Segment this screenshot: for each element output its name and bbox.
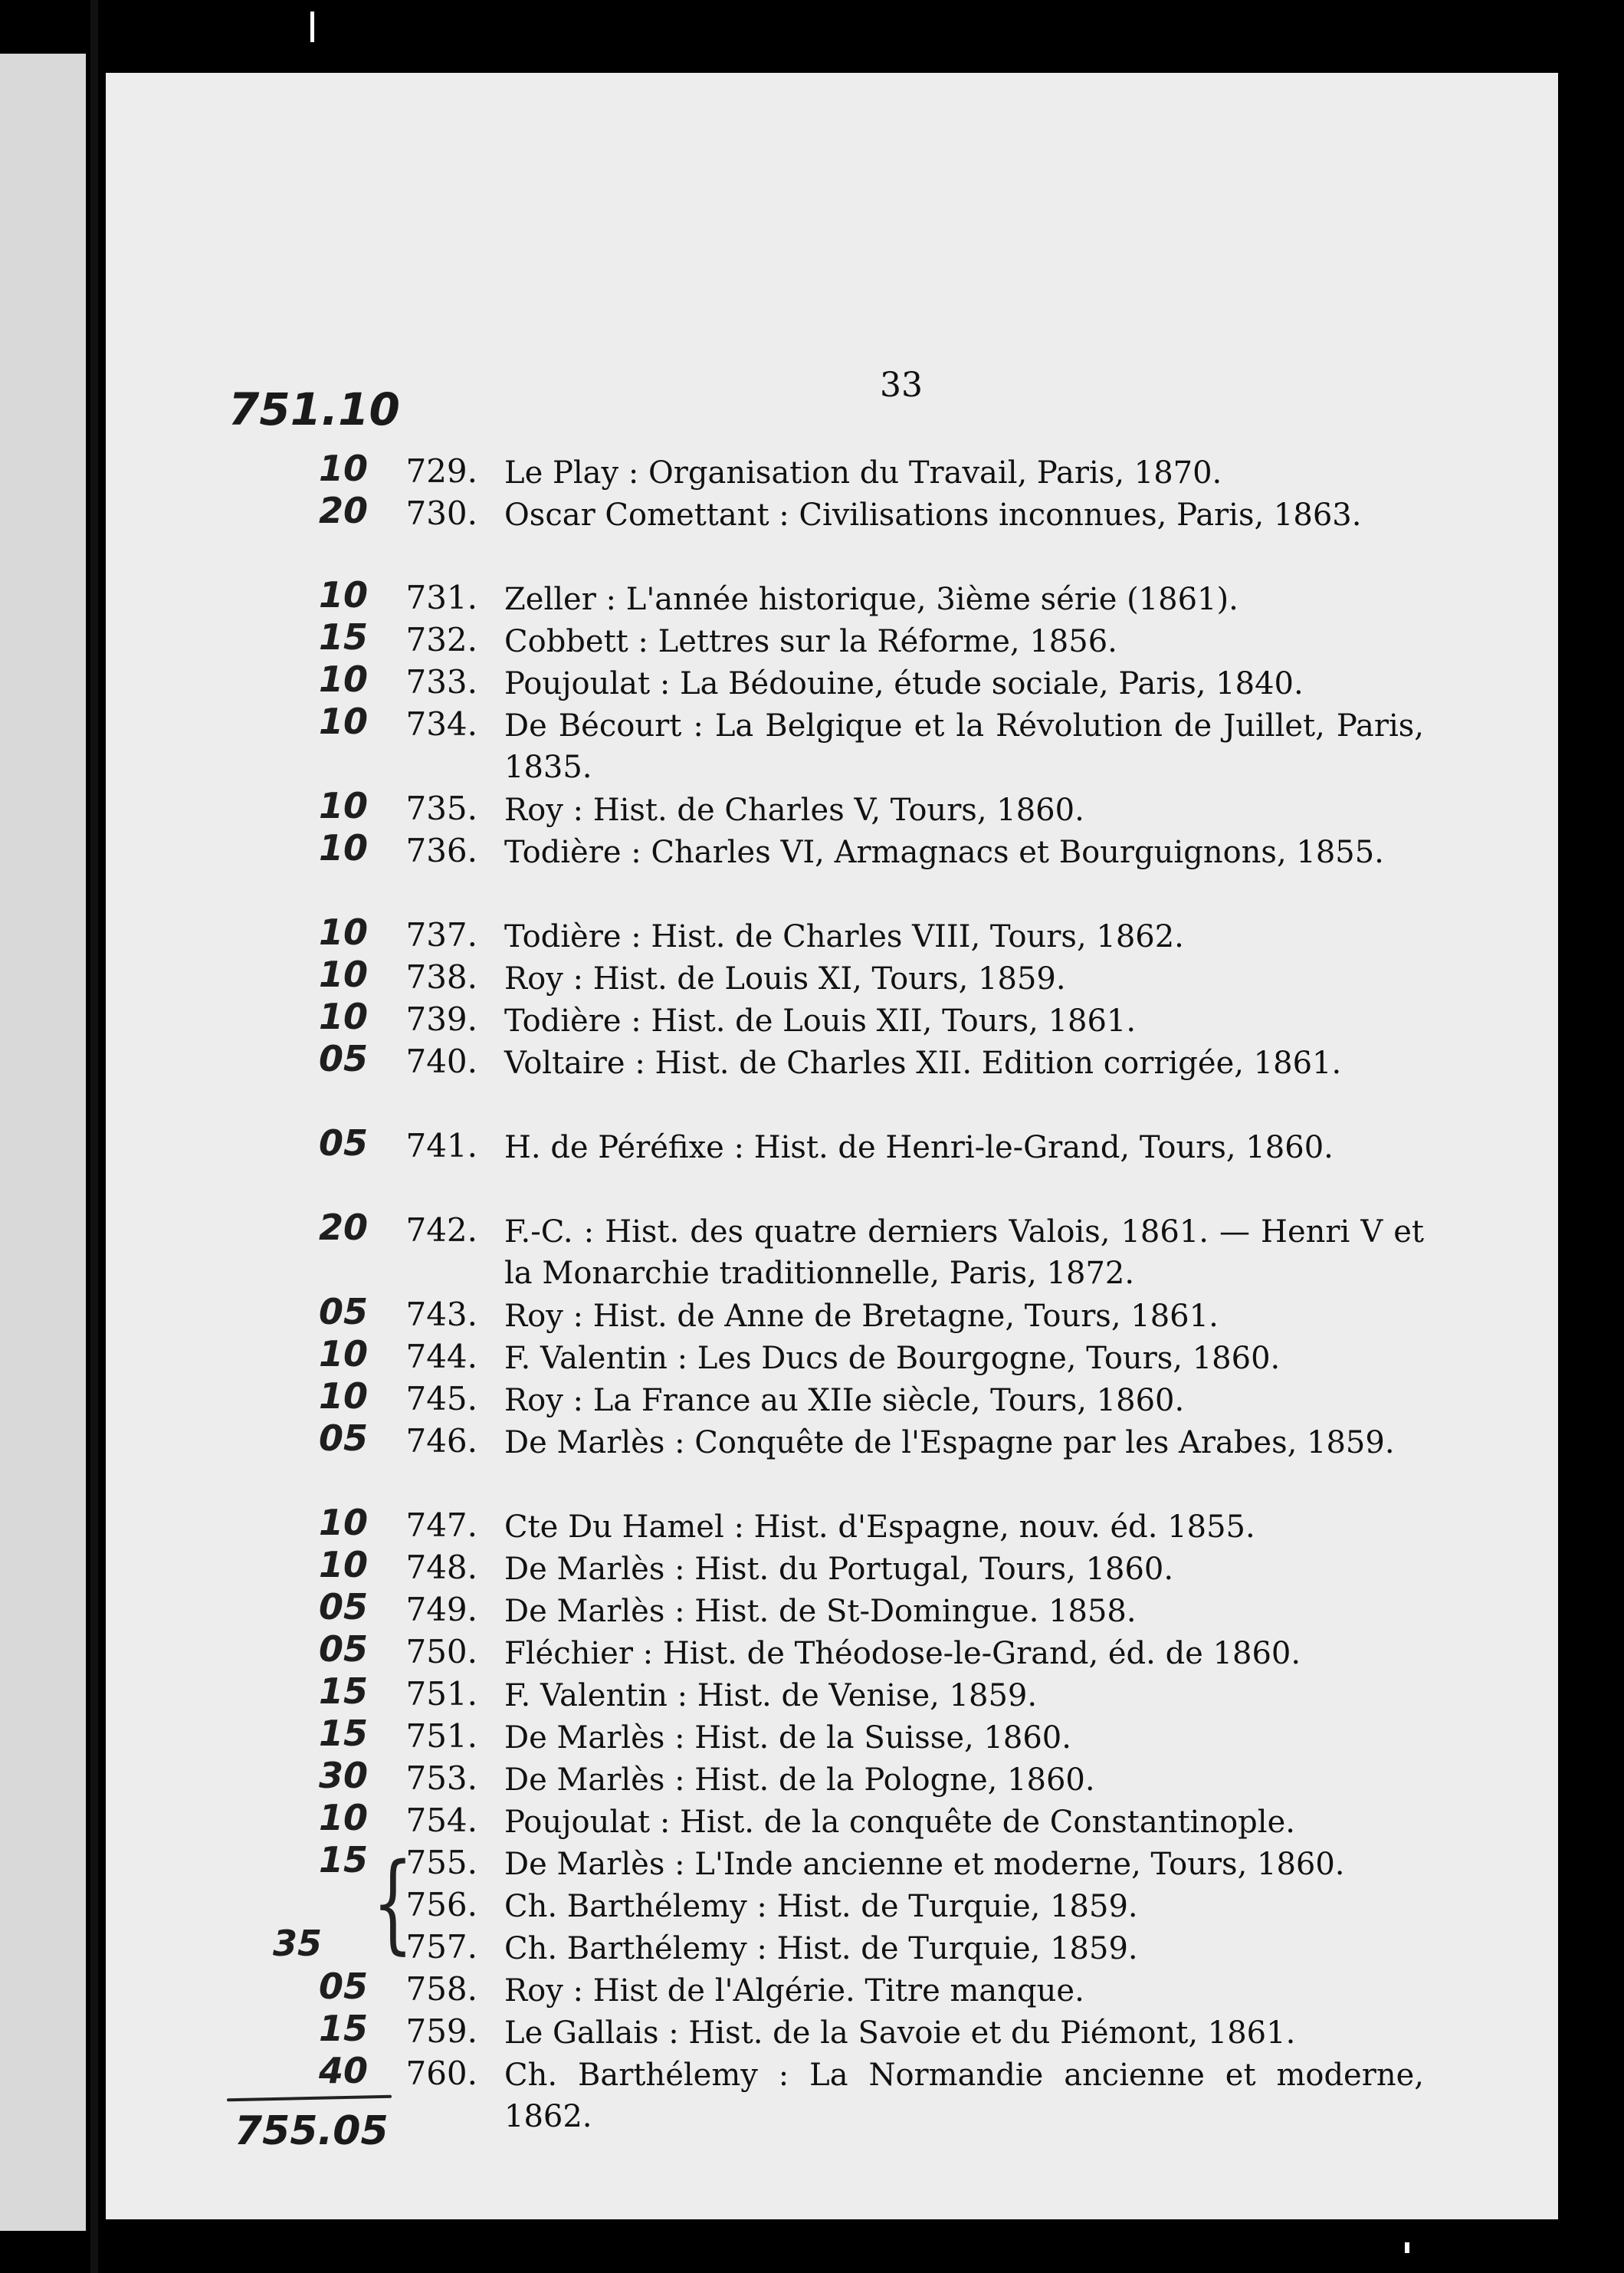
entry-number: 740. <box>405 1043 477 1080</box>
handwritten-price: 10 <box>318 1333 368 1375</box>
entry-number: 749. <box>405 1591 477 1628</box>
list-item <box>106 701 1558 785</box>
handwritten-price: 10 <box>318 1797 368 1838</box>
list-item <box>106 1038 1558 1089</box>
list-item <box>106 1122 1558 1173</box>
handwritten-price: 10 <box>318 954 368 995</box>
entry-text: De Marlès : L'Inde ancienne et moderne, Tours, 1860. <box>504 1847 1345 1882</box>
entry-text: De Marlès : Hist. du Portugal, Tours, 1860. <box>504 1552 1174 1587</box>
entry-number: 731. <box>405 579 477 616</box>
entry-number: 736. <box>405 832 477 869</box>
handwritten-price: 10 <box>318 1375 368 1417</box>
entry-text: Oscar Comettant : Civilisations inconnues, Paris, 1863. <box>504 498 1362 533</box>
page-gutter-line <box>90 0 98 2273</box>
entry-text: Todière : Hist. de Louis XII, Tours, 1861. <box>504 1003 1137 1039</box>
entry-number: 735. <box>405 790 477 827</box>
handwritten-total-top: 751.10 <box>228 383 400 435</box>
entry-number: 741. <box>405 1127 477 1164</box>
handwritten-price: 30 <box>318 1755 368 1796</box>
scan-speck <box>310 11 314 42</box>
entry-text: De Marlès : Hist. de St-Domingue. 1858. <box>504 1594 1137 1629</box>
list-item <box>106 1207 1558 1291</box>
handwritten-price: 10 <box>318 701 368 742</box>
entry-text: Fléchier : Hist. de Théodose-le-Grand, éd. de 1860. <box>504 1636 1301 1671</box>
entry-number: 743. <box>405 1296 477 1333</box>
handwritten-price: 10 <box>318 785 368 826</box>
entry-number: 745. <box>405 1380 477 1417</box>
entry-number: 739. <box>405 1000 477 1038</box>
entry-text: Roy : Hist. de Anne de Bretagne, Tours, 1861. <box>504 1299 1219 1334</box>
entry-number: 757. <box>405 1928 477 1966</box>
entry-text: Zeller : L'année historique, 3ième série (1861). <box>504 582 1239 617</box>
list-item <box>106 1417 1558 1468</box>
handwritten-price: 10 <box>318 827 368 869</box>
handwritten-price: 10 <box>318 1502 368 1543</box>
handwritten-price: 15 <box>318 2008 368 2049</box>
entry-number: 756. <box>405 1886 477 1923</box>
entry-number: 738. <box>405 958 477 996</box>
handwritten-price: 20 <box>318 1207 368 1248</box>
handwritten-price: 20 <box>318 490 368 531</box>
handwritten-price: 10 <box>318 911 368 953</box>
entry-number: 748. <box>405 1549 477 1586</box>
entry-number: 758. <box>405 1970 477 2008</box>
entry-number: 747. <box>405 1506 477 1544</box>
entry-number: 755. <box>405 1844 477 1881</box>
entry-number: 750. <box>405 1633 477 1670</box>
entry-text: Cobbett : Lettres sur la Réforme, 1856. <box>504 624 1117 659</box>
handwritten-price: 10 <box>318 574 368 616</box>
handwritten-price: 05 <box>318 1122 368 1164</box>
handwritten-price: 05 <box>318 1586 368 1628</box>
handwritten-price: 05 <box>318 1291 368 1332</box>
entry-text: Roy : La France au XIIe siècle, Tours, 1860. <box>504 1383 1185 1418</box>
entry-text: De Marlès : Conquête de l'Espagne par les Arabes, 1859. <box>504 1425 1395 1460</box>
handwritten-price: 05 <box>318 1966 368 2007</box>
scan-speck <box>1405 2242 1409 2253</box>
entry-text: Cte Du Hamel : Hist. d'Espagne, nouv. éd. 1855. <box>504 1509 1255 1545</box>
entry-text: Roy : Hist. de Charles V, Tours, 1860. <box>504 793 1084 828</box>
handwritten-total-bottom: 755.05 <box>235 2108 389 2154</box>
page-number: 33 <box>880 366 923 405</box>
entry-text: Le Play : Organisation du Travail, Paris, 1870. <box>504 455 1222 491</box>
entry-text: Poujoulat : La Bédouine, étude sociale, Paris, 1840. <box>504 666 1304 701</box>
handwritten-price: 10 <box>318 448 368 489</box>
entry-text: F. Valentin : Les Ducs de Bourgogne, Tours, 1860. <box>504 1341 1281 1376</box>
entry-text: Poujoulat : Hist. de la conquête de Constantinople. <box>504 1805 1295 1840</box>
entry-number: 730. <box>405 494 477 532</box>
handwritten-price: 05 <box>318 1628 368 1670</box>
entry-text: F. Valentin : Hist. de Venise, 1859. <box>504 1678 1038 1713</box>
handwritten-price: 15 <box>318 616 368 658</box>
handwritten-price: 05 <box>318 1417 368 1459</box>
handwritten-price: 05 <box>318 1038 368 1079</box>
list-item <box>106 827 1558 878</box>
handwritten-price-bracket: 35 <box>273 1923 323 1964</box>
entry-number: 760. <box>405 2055 477 2092</box>
entry-text: Ch. Barthélemy : La Normandie ancienne et moderne, 1862. <box>504 2058 1424 2134</box>
entry-text: Roy : Hist. de Louis XI, Tours, 1859. <box>504 961 1066 997</box>
entry-number: 751. <box>405 1675 477 1713</box>
entry-text: Roy : Hist de l'Algérie. Titre manque. <box>504 1973 1084 2009</box>
entry-number: 744. <box>405 1338 477 1375</box>
list-item <box>106 490 1558 540</box>
catalog-page <box>106 73 1558 2219</box>
entry-number: 737. <box>405 916 477 954</box>
entry-number: 729. <box>405 452 477 490</box>
entry-text: Todière : Hist. de Charles VIII, Tours, 1862. <box>504 919 1184 954</box>
entry-number: 742. <box>405 1211 477 1249</box>
entry-text: Voltaire : Hist. de Charles XII. Edition corrigée, 1861. <box>504 1046 1342 1081</box>
adjacent-page-strip <box>0 54 86 2231</box>
handwritten-price: 15 <box>318 1839 368 1880</box>
entry-text: Ch. Barthélemy : Hist. de Turquie, 1859. <box>504 1931 1138 1966</box>
entry-number: 732. <box>405 621 477 659</box>
handwritten-price: 40 <box>318 2050 368 2091</box>
list-item <box>106 1886 1558 1932</box>
handwritten-price: 10 <box>318 659 368 700</box>
entry-text: Le Gallais : Hist. de la Savoie et du Piémont, 1861. <box>504 2015 1296 2051</box>
entry-text: De Bécourt : La Belgique et la Révolution de Juillet, Paris, 1835. <box>504 708 1424 785</box>
entry-number: 751. <box>405 1717 477 1755</box>
entry-text: De Marlès : Hist. de la Pologne, 1860. <box>504 1762 1095 1798</box>
entry-text: F.-C. : Hist. des quatre derniers Valois, 1861. — Henri V et la Monarchie traditionnelle, Paris, 1872. <box>504 1214 1424 1291</box>
handwritten-price: 10 <box>318 1544 368 1585</box>
handwritten-price: 15 <box>318 1670 368 1712</box>
entry-text: Todière : Charles VI, Armagnacs et Bourguignons, 1855. <box>504 835 1384 870</box>
entry-text: Ch. Barthélemy : Hist. de Turquie, 1859. <box>504 1889 1138 1924</box>
entry-number: 754. <box>405 1802 477 1839</box>
entry-text: H. de Péréfixe : Hist. de Henri-le-Grand, Tours, 1860. <box>504 1130 1334 1165</box>
brace-mark: { <box>372 1841 414 1966</box>
handwritten-price: 15 <box>318 1713 368 1754</box>
entry-number: 734. <box>405 705 477 743</box>
entry-number: 753. <box>405 1759 477 1797</box>
list-item <box>106 1839 1558 1890</box>
entry-number: 746. <box>405 1422 477 1460</box>
entry-text: De Marlès : Hist. de la Suisse, 1860. <box>504 1720 1071 1756</box>
entry-number: 759. <box>405 2012 477 2050</box>
handwritten-price: 10 <box>318 996 368 1037</box>
entry-number: 733. <box>405 663 477 701</box>
